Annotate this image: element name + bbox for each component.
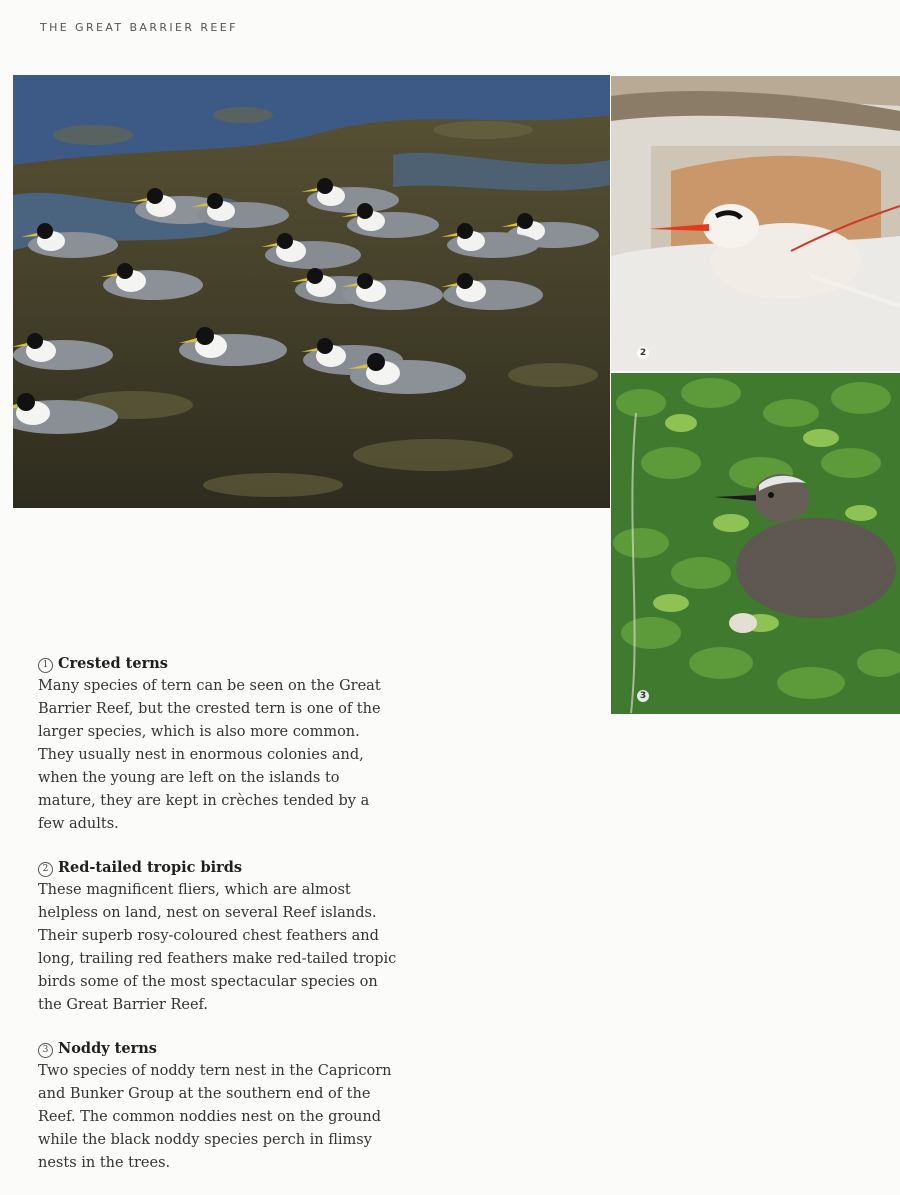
tropic-bird-photo <box>611 76 900 371</box>
caption-red-tailed-tropic-birds <box>38 856 398 1017</box>
caption-number-badge: 1 <box>38 658 53 673</box>
crested-terns-illustration <box>13 75 610 508</box>
tropic-bird-illustration <box>611 76 900 371</box>
crested-terns-photo <box>13 75 610 508</box>
caption-body: These magnificent fliers, which are almost helpless on land, nest on several Reef islands. Their superb rosy-coloured chest feathers and long, trailing red feathers make red-tailed tropic birds some of the most spectacular species on the Great Barrier Reef. <box>38 882 397 1013</box>
caption-number-badge: 2 <box>38 862 53 877</box>
caption-heading <box>38 856 398 879</box>
caption-title: Red-tailed tropic birds <box>58 859 243 876</box>
caption-number-badge: 3 <box>38 1043 53 1058</box>
caption-heading <box>38 652 398 675</box>
caption-crested-terns <box>38 652 398 836</box>
photo-number-badge: 2 <box>637 347 649 359</box>
photo-number-badge: 3 <box>637 690 649 702</box>
running-head: THE GREAT BARRIER REEF <box>40 21 238 34</box>
captions-column <box>38 652 398 1195</box>
caption-title: Noddy terns <box>58 1040 157 1057</box>
caption-body: Two species of noddy tern nest in the Capricorn and Bunker Group at the southern end of the Reef. The common noddies nest on the ground while the black noddy species perch in flimsy nests in the trees. <box>38 1063 392 1171</box>
caption-noddy-terns <box>38 1037 398 1175</box>
noddy-tern-photo <box>611 373 900 714</box>
caption-heading <box>38 1037 398 1060</box>
caption-body: Many species of tern can be seen on the Great Barrier Reef, but the crested tern is one of the larger species, which is also more common. They usually nest in enormous colonies and, when the young are left on the islands to mature, they are kept in crèches tended by a few adults. <box>38 678 381 832</box>
noddy-tern-illustration <box>611 373 900 714</box>
caption-title: Crested terns <box>58 655 168 672</box>
